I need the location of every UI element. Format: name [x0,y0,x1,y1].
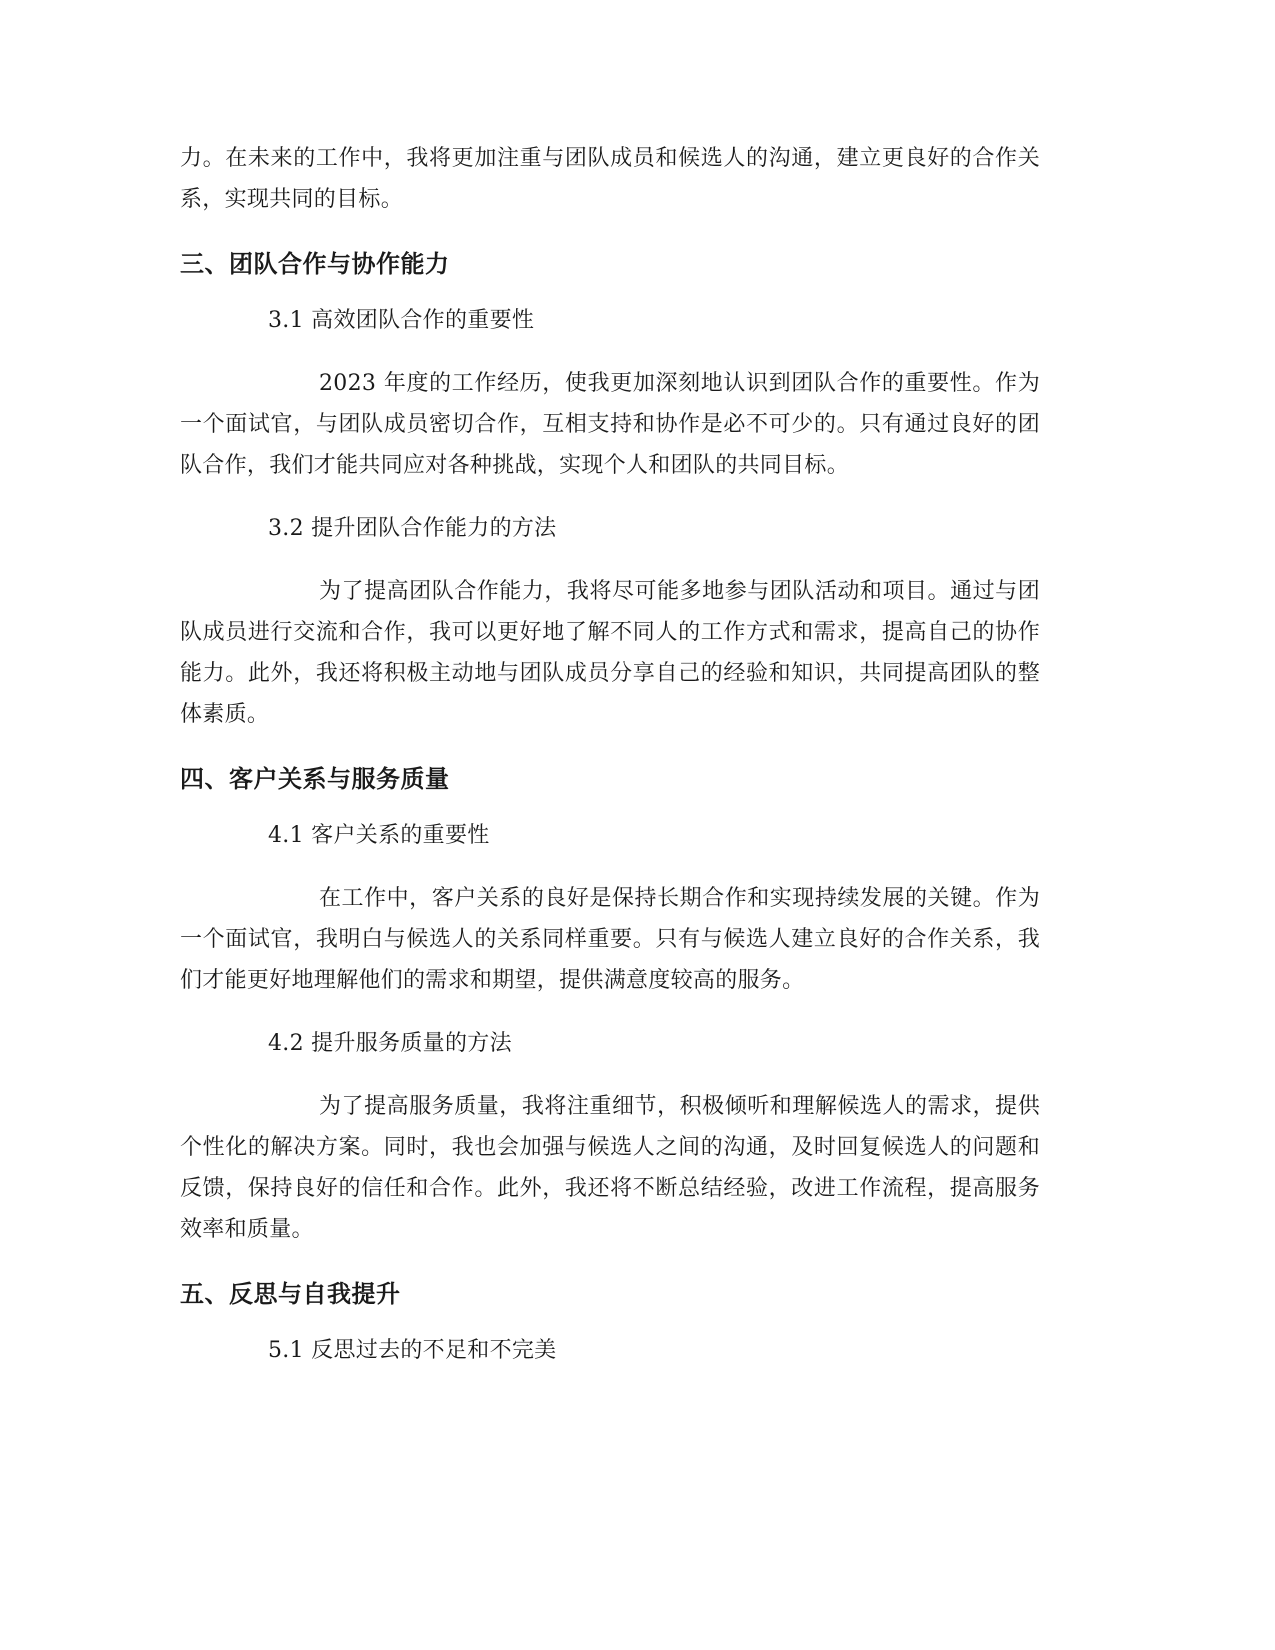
subsection-heading-5-1: 5.1 反思过去的不足和不完美 [268,1338,557,1363]
subsection-heading-3-1: 3.1 高效团队合作的重要性 [268,308,535,333]
paragraph-intro-continued: 力。在未来的工作中，我将更加注重与团队成员和候选人的沟通，建立更良好的合作关系，实现共同的目标。 [180,146,1040,212]
subsection-heading-4-1: 4.1 客户关系的重要性 [268,823,490,848]
section-heading-5: 五、反思与自我提升 [180,1280,401,1308]
paragraph-4-2: 为了提高服务质量，我将注重细节，积极倾听和理解候选人的需求，提供个性化的解决方案。同时，我也会加强与候选人之间的沟通，及时回复候选人的问题和反馈，保持良好的信任和合作。此外，我还将不断总结经验，改进工作流程，提高服务效率和质量。 [180,1094,1040,1242]
subsection-heading-3-2: 3.2 提升团队合作能力的方法 [268,516,557,541]
paragraph-3-2: 为了提高团队合作能力，我将尽可能多地参与团队活动和项目。通过与团队成员进行交流和合作，我可以更好地了解不同人的工作方式和需求，提高自己的协作能力。此外，我还将积极主动地与团队成员分享自己的经验和知识，共同提高团队的整体素质。 [180,579,1040,727]
document-page [180,138,1040,1371]
subsection-heading-4-2: 4.2 提升服务质量的方法 [268,1031,512,1056]
section-heading-3: 三、团队合作与协作能力 [180,250,450,278]
paragraph-3-1: 2023 年度的工作经历，使我更加深刻地认识到团队合作的重要性。作为一个面试官，与团队成员密切合作，互相支持和协作是必不可少的。只有通过良好的团队合作，我们才能共同应对各种挑战，实现个人和团队的共同目标。 [180,371,1040,478]
section-heading-4: 四、客户关系与服务质量 [180,765,450,793]
paragraph-4-1: 在工作中，客户关系的良好是保持长期合作和实现持续发展的关键。作为一个面试官，我明白与候选人的关系同样重要。只有与候选人建立良好的合作关系，我们才能更好地理解他们的需求和期望，提供满意度较高的服务。 [180,886,1040,993]
